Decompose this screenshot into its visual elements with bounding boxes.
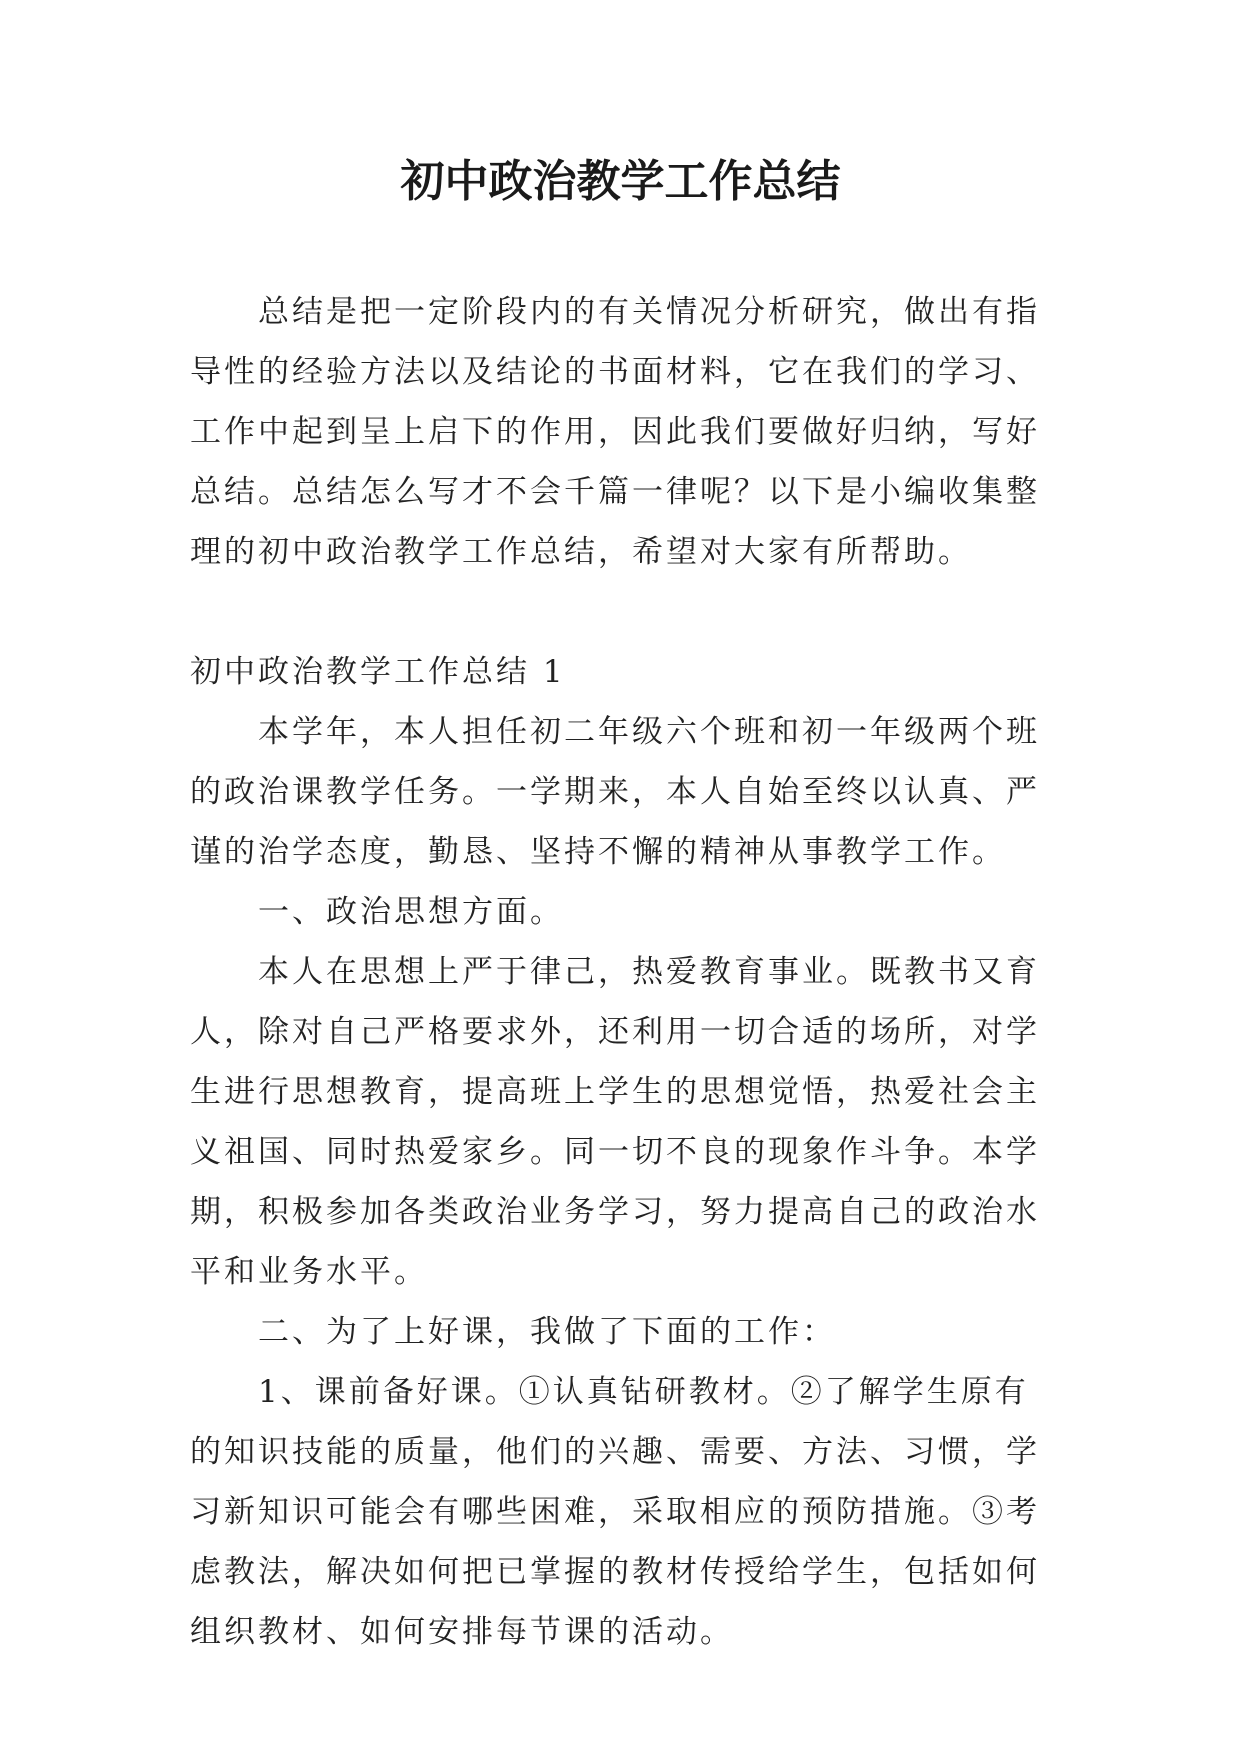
body-paragraph: 1、课前备好课。①认真钻研教材。②了解学生原有的知识技能的质量，他们的兴趣、需要、方法、习惯，学习新知识可能会有哪些困难，采取相应的预防措施。③考虑教法，解决如何把已掌握的教材传授给学生，包括如何组织教材、如何安排每节课的活动。 (190, 1374, 1040, 1650)
subheading-political-thought: 一、政治思想方面。 (258, 894, 564, 930)
section-heading: 初中政治教学工作总结 1 (190, 654, 566, 690)
body-paragraph: 本学年，本人担任初二年级六个班和初一年级两个班的政治课教学任务。一学期来，本人自始至终以认真、严谨的治学态度，勤恳、坚持不懈的精神从事教学工作。 (190, 714, 1040, 870)
intro-paragraph: 总结是把一定阶段内的有关情况分析研究，做出有指导性的经验方法以及结论的书面材料，它在我们的学习、工作中起到呈上启下的作用，因此我们要做好归纳，写好总结。总结怎么写才不会千篇一律呢？以下是小编收集整理的初中政治教学工作总结，希望对大家有所帮助。 (190, 294, 1040, 570)
document-title: 初中政治教学工作总结 (400, 156, 841, 207)
body-paragraph: 本人在思想上严于律己，热爱教育事业。既教书又育人，除对自己严格要求外，还利用一切合适的场所，对学生进行思想教育，提高班上学生的思想觉悟，热爱社会主义祖国、同时热爱家乡。同一切不良的现象作斗争。本学期，积极参加各类政治业务学习，努力提高自己的政治水平和业务水平。 (190, 954, 1040, 1290)
subheading-teaching-work: 二、为了上好课，我做了下面的工作： (258, 1314, 836, 1350)
paragraph-gap (190, 582, 1060, 642)
document-body (190, 282, 1060, 1662)
